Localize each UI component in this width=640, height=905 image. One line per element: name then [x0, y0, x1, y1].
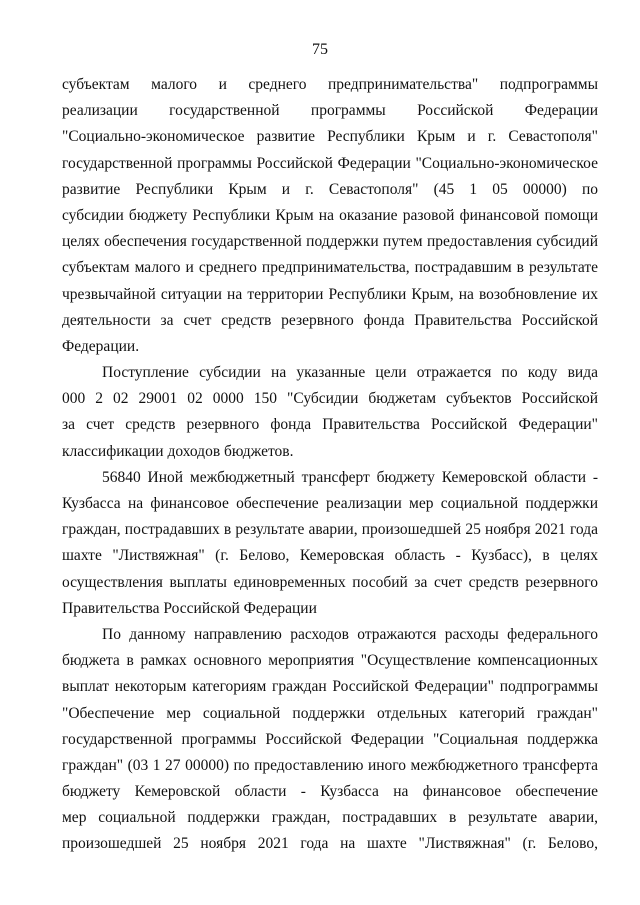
text-line: развитие Республики Крым и г. Севастополя" (45 1 05 00000) по: [62, 180, 598, 198]
text-line: реализации государственной программы Российской Федерации: [62, 102, 598, 120]
text-line: классификации доходов бюджетов.: [62, 442, 294, 460]
text-line: субъектам малого и среднего предпринимательства" подпрограммы: [62, 76, 598, 93]
text-line: государственной программы Российской Федерации "Социально-экономическое: [62, 154, 598, 172]
text-line: за счет средств резервного фонда Правительства Российской Федерации": [62, 416, 598, 434]
text-line: 000 2 02 29001 02 0000 150 "Субсидии бюджетам субъектов Российской: [62, 390, 598, 408]
paragraph: [62, 465, 598, 622]
paragraph: [62, 360, 598, 465]
text-line: По данному направлению расходов отражаются расходы федерального: [102, 625, 598, 643]
text-line: чрезвычайной ситуации на территории Республики Крым, на возобновление их: [62, 285, 598, 303]
document-body: [62, 72, 598, 858]
text-line: произошедшей 25 ноября 2021 года на шахте "Листвяжная" (г. Белово,: [62, 835, 598, 853]
text-line: Федерации.: [62, 337, 140, 355]
text-line: шахте "Листвяжная" (г. Белово, Кемеровская область - Кузбасс), в целях: [62, 547, 598, 565]
text-line: субсидии бюджету Республики Крым на оказание разовой финансовой помощи: [62, 206, 598, 224]
text-line: бюджету Кемеровской области - Кузбасса на финансовое обеспечение: [62, 783, 598, 801]
text-line: выплат некоторым категориям граждан Российской Федерации" подпрограммы: [62, 678, 598, 696]
text-line: граждан, пострадавших в результате аварии, произошедшей 25 ноября 2021 года: [62, 521, 598, 539]
text-line: "Обеспечение мер социальной поддержки отдельных категорий граждан": [62, 704, 598, 722]
paragraph: [62, 72, 598, 360]
text-line: Поступление субсидии на указанные цели отражается по коду вида: [102, 364, 598, 382]
text-line: субъектам малого и среднего предпринимательства, пострадавшим в результате: [62, 259, 598, 277]
text-line: Кузбасса на финансовое обеспечение реализации мер социальной поддержки: [62, 495, 598, 512]
paragraph: [62, 622, 598, 858]
text-line: мер социальной поддержки граждан, пострадавших в результате аварии,: [62, 809, 598, 827]
text-line: 56840 Иной межбюджетный трансферт бюджету Кемеровской области -: [102, 468, 598, 486]
text-line: деятельности за счет средств резервного фонда Правительства Российской: [62, 311, 598, 329]
text-line: Правительства Российской Федерации: [62, 599, 317, 617]
text-line: целях обеспечения государственной поддержки путем предоставления субсидий: [62, 233, 598, 251]
text-line: государственной программы Российской Федерации "Социальная поддержка: [62, 730, 598, 748]
text-line: осуществления выплаты единовременных пособий за счет средств резервного: [62, 573, 598, 591]
page-number: 75: [312, 41, 328, 58]
text-line: "Социально-экономическое развитие Республики Крым и г. Севастополя": [62, 128, 598, 146]
text-line: бюджета в рамках основного мероприятия "Осуществление компенсационных: [62, 652, 598, 670]
text-line: граждан" (03 1 27 00000) по предоставлению иного межбюджетного трансферта: [62, 756, 598, 774]
